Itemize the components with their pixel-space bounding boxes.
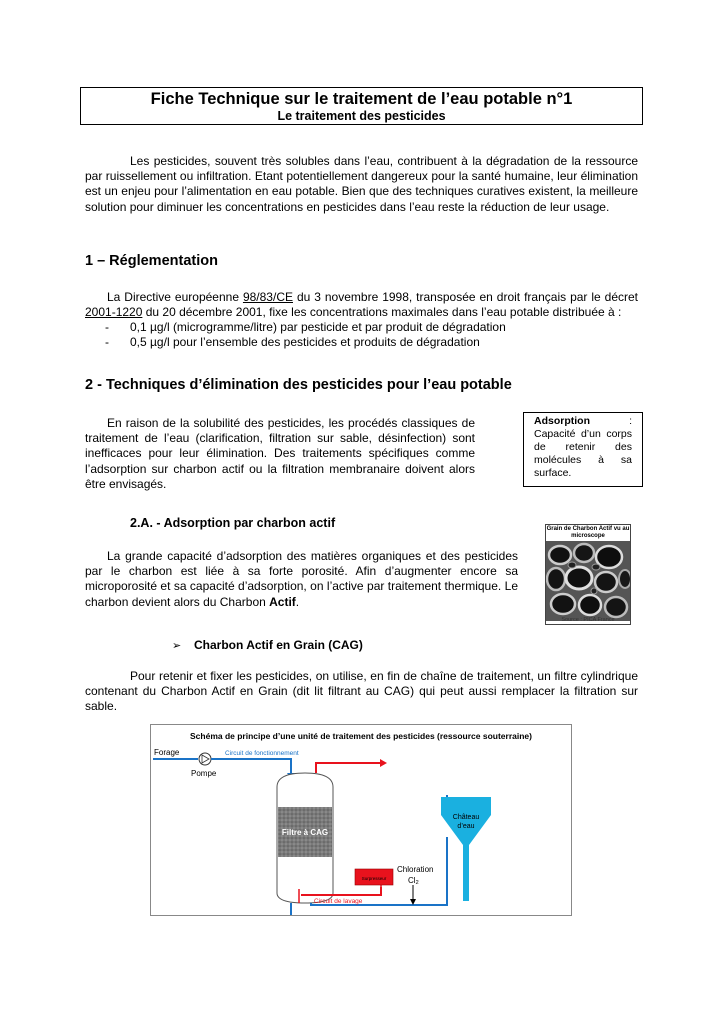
intro-paragraph: Les pesticides, souvent très solubles dans l’eau, contribuent à la dégradation de la ressource par ruissellement ou infiltration. Etant potentiellement dangereux pour la santé humaine, leur élimination est un enjeu pour l’alimentation en eau potable. Bien que des techniques curatives existent, la meilleure solution pour diminuer les concentrations en pesticides dans l’eau reste la réduction de leur usage. — [85, 154, 638, 214]
charcoal-microscope-image — [545, 524, 631, 625]
list-item-text-1: 0,1 µg/l (microgramme/litre) par pesticide et par produit de dégradation — [130, 320, 506, 334]
section-2-heading: 2 - Techniques d’élimination des pesticides pour l’eau potable — [85, 377, 512, 393]
page-title: Fiche Technique sur le traitement de l’eau potable n°1 — [150, 90, 573, 108]
diagram-title: Schéma de principe d’une unité de traitement des pesticides (ressource souterraine) — [190, 731, 532, 741]
section-2a-bold: Actif — [269, 594, 296, 609]
adsorption-term: Adsorption — [534, 415, 590, 427]
page-subtitle: Le traitement des pesticides — [277, 109, 446, 123]
chloration-label: Chloration — [397, 865, 434, 874]
adsorption-definition: : Capacité d’un corps de retenir des molécules à sa surface. — [534, 415, 632, 479]
micro-source: Source : PICA France — [561, 617, 615, 623]
cag-paragraph: Pour retenir et fixer les pesticides, on utilise, en fin de chaîne de traitement, un filtre cylindrique contenant du Charbon Actif en Grain (dit lit filtrant au CAG) qui peut aussi remplacer la filtration sur sable. — [85, 669, 638, 714]
wash-circuit-label: Circuit de lavage — [314, 898, 363, 905]
tower-label-2: d’eau — [457, 823, 475, 830]
cl2-main: Cl — [408, 876, 416, 885]
porous-charcoal-picture — [546, 541, 630, 621]
cl2-sub: 2 — [415, 880, 419, 886]
operation-circuit-label: Circuit de fonctionnement — [225, 750, 299, 757]
cl2-label — [408, 876, 419, 886]
adsorption-definition-box — [523, 412, 643, 487]
tower-label-1: Château — [452, 814, 480, 821]
arrow-bullet-icon: ➢ — [172, 640, 182, 652]
section-1-paragraph — [85, 290, 638, 320]
decret-link[interactable]: 2001-1220 — [85, 305, 143, 320]
arrow-right-icon — [380, 759, 387, 767]
forage-label: Forage — [154, 748, 180, 757]
filter-label: Filtre à CAG — [281, 828, 329, 837]
treatment-diagram — [150, 724, 572, 916]
section-2a-text: La grande capacité d’adsorption des matières organiques et des pesticides par le charbon est liée à sa forte porosité. Afin d’augmenter encore sa microporosité et sa capacité d’adsorption, on l’active par traitement thermique. Le charbon devient alors du Charbon — [85, 549, 518, 609]
list-item-text-2: 0,5 µg/l pour l’ensemble des pesticides et produits de dégradation — [130, 335, 480, 349]
directive-link[interactable]: 98/83/CE — [242, 290, 293, 304]
section-2a-text-end: . — [295, 594, 300, 609]
list-item: - — [105, 335, 109, 349]
list-item: - — [105, 320, 109, 334]
section-1-heading: 1 – Réglementation — [85, 253, 218, 269]
section-1-text-end: du 20 décembre 2001, fixe les concentrations maximales dans l’eau potable distribuée à : — [142, 305, 622, 320]
outlet-pipe — [316, 763, 383, 773]
section-1-text-start: La Directive européenne — [107, 290, 243, 304]
water-tower — [441, 797, 491, 901]
diagram-svg — [151, 725, 571, 915]
section-2a-paragraph — [85, 549, 518, 610]
cag-heading: Charbon Actif en Grain (CAG) — [194, 638, 363, 652]
section-1-text-mid: du 3 novembre 1998, transposée en droit français par le décret — [293, 290, 639, 304]
pompe-label: Pompe — [191, 769, 217, 778]
title-box — [80, 87, 643, 125]
operation-circuit-pipe — [211, 759, 291, 777]
section-2a-heading: 2.A. - Adsorption par charbon actif — [130, 516, 336, 530]
section-2-paragraph: En raison de la solubilité des pesticides, les procédés classiques de traitement de l’eau (clarification, filtration sur sable, désinfection) sont inefficaces pour leur élimination. Des traitements spécifiques comme l’adsorption sur charbon actif ou la filtration membranaire doivent alors être envisagés. — [85, 416, 475, 491]
micro-caption: Grain de Charbon Actif vu au microscope — [546, 526, 630, 539]
surpresseur-label: Surpresseur — [361, 876, 387, 881]
